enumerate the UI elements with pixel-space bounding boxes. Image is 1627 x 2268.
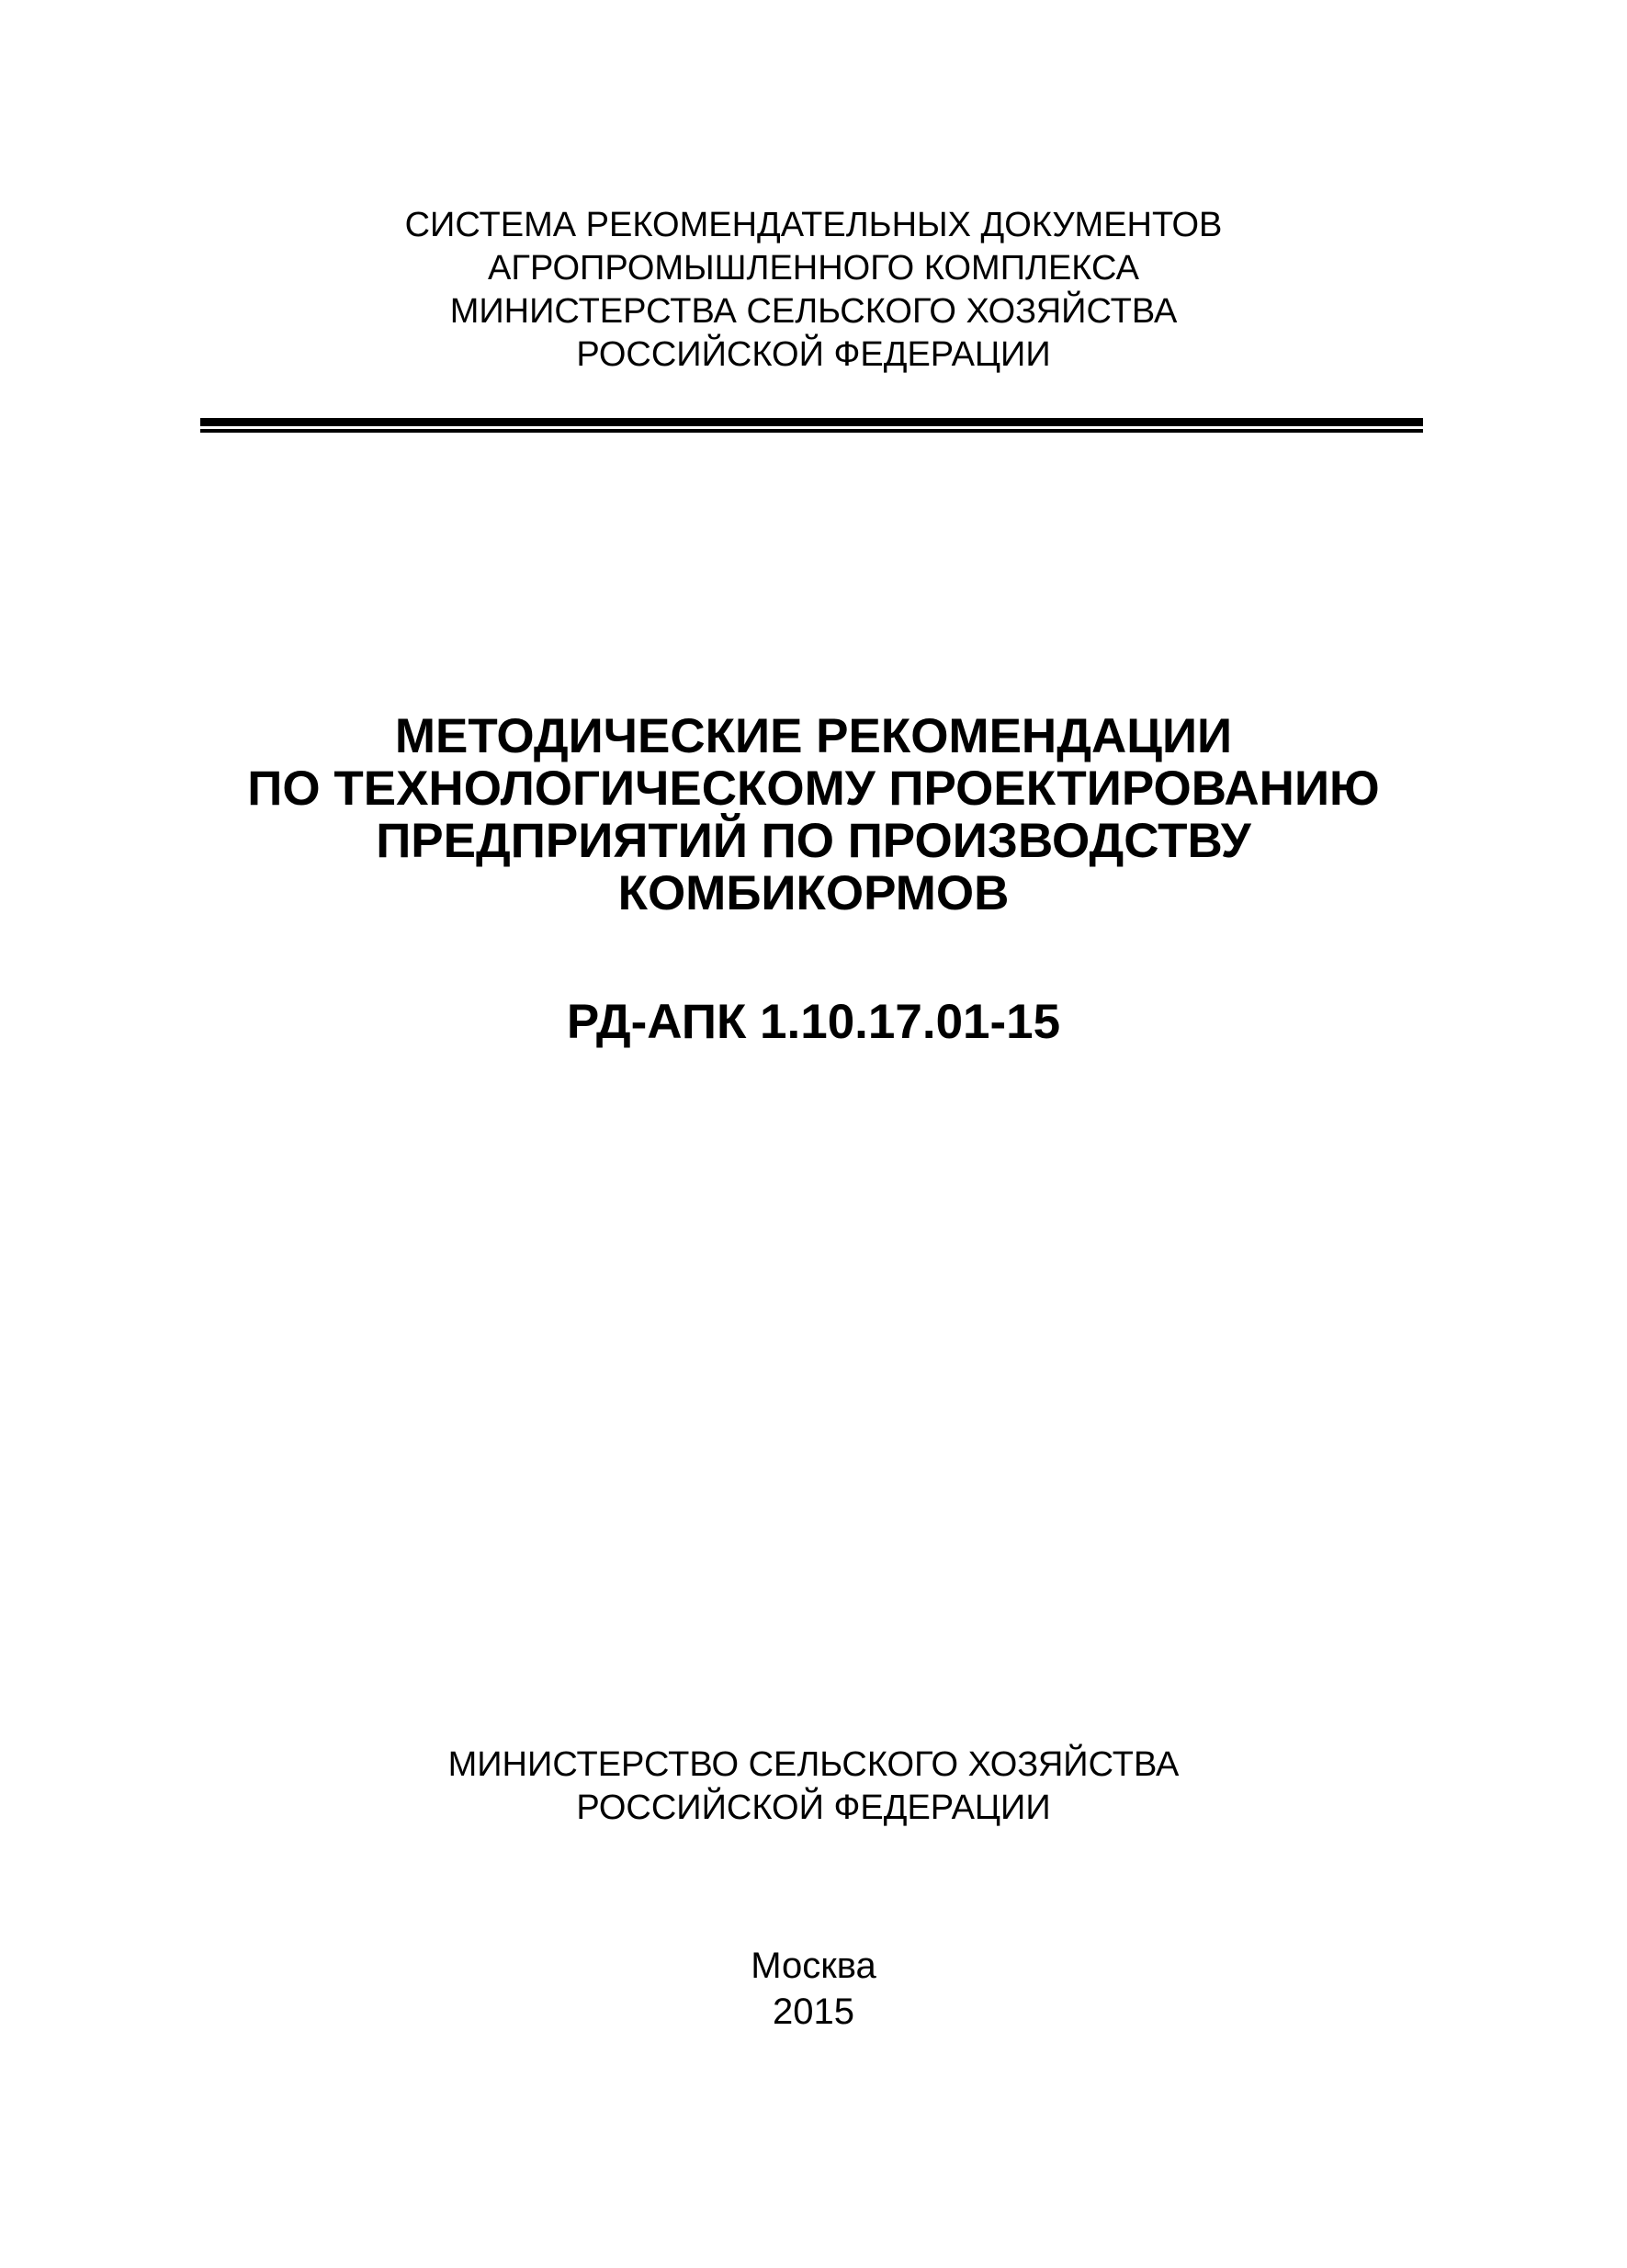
series-header-line: АГРОПРОМЫШЛЕННОГО КОМПЛЕКСА (488, 249, 1139, 288)
document-title-line: МЕТОДИЧЕСКИЕ РЕКОМЕНДАЦИИ (394, 709, 1233, 763)
publisher (0, 1743, 1627, 1830)
publisher-line: РОССИЙСКОЙ ФЕДЕРАЦИИ (576, 1788, 1051, 1827)
document-code: РД-АПК 1.10.17.01-15 (566, 995, 1061, 1049)
imprint-year: 2015 (773, 1992, 854, 2032)
publisher-line: МИНИСТЕРСТВО СЕЛЬСКОГО ХОЗЯЙСТВА (447, 1745, 1180, 1784)
series-header-line: СИСТЕМА РЕКОМЕНДАТЕЛЬНЫХ ДОКУМЕНТОВ (404, 206, 1223, 244)
header-divider-thin (200, 429, 1423, 433)
document-title-line: КОМБИКОРМОВ (617, 866, 1010, 920)
series-header-line: РОССИЙСКОЙ ФЕДЕРАЦИИ (576, 335, 1051, 374)
series-header (0, 204, 1627, 377)
imprint (0, 1943, 1627, 2035)
series-header-line: МИНИСТЕРСТВА СЕЛЬСКОГО ХОЗЯЙСТВА (449, 292, 1178, 331)
imprint-city: Москва (751, 1946, 876, 1986)
document-title (0, 710, 1627, 920)
header-divider-thick (200, 418, 1423, 426)
document-title-line: ПРЕДПРИЯТИЙ ПО ПРОИЗВОДСТВУ (376, 814, 1251, 868)
document-title-line: ПО ТЕХНОЛОГИЧЕСКОМУ ПРОЕКТИРОВАНИЮ (247, 762, 1380, 816)
